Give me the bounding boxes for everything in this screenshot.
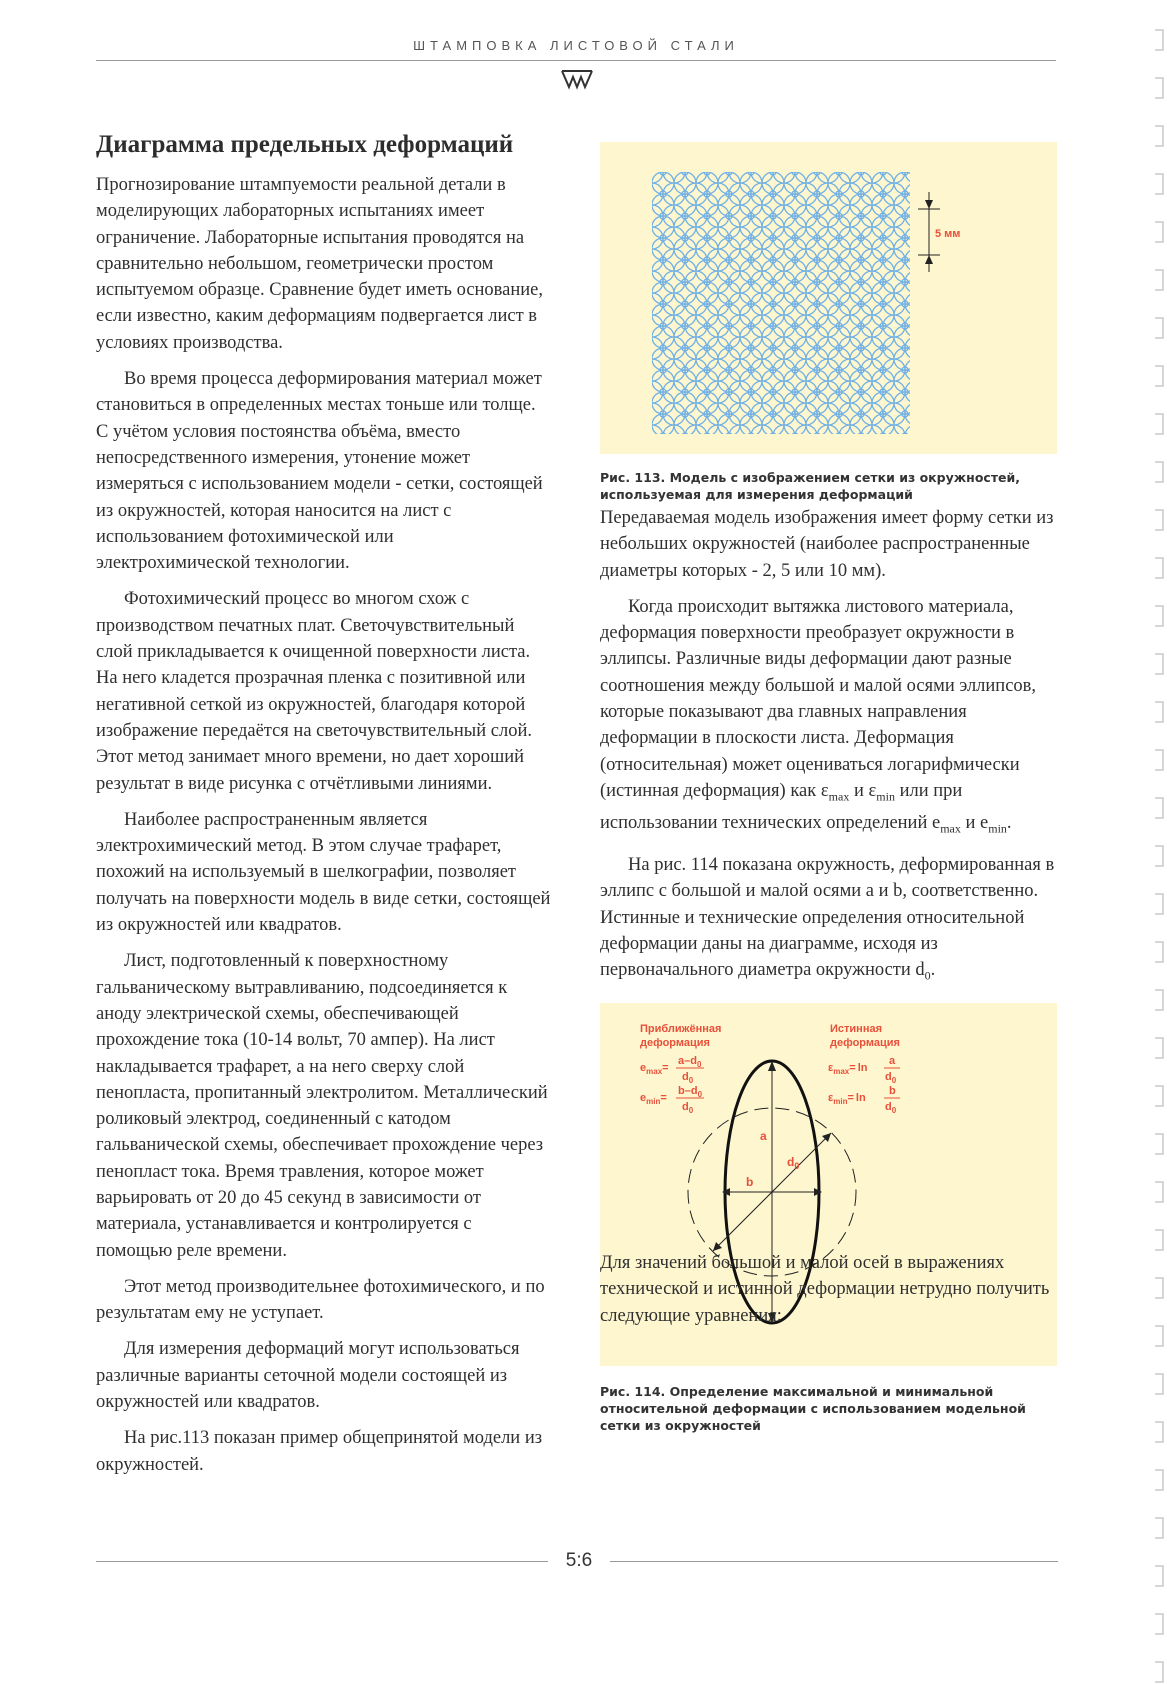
- formula-numerator: $b-d_0$: [678, 1085, 703, 1099]
- grid-dot: [924, 169, 930, 175]
- paragraph: Для измерения деформаций могут использоваться различные варианты сеточной модели состоящей из окружностей или квадратов.: [96, 1339, 520, 1413]
- binding-mark: [1155, 366, 1163, 386]
- binding-mark: [1155, 1038, 1163, 1058]
- grid-circle: [916, 304, 938, 326]
- paragraph: Лист, подготовленный к поверхностному гальваническому вытравливанию, подсоединяется к аноду электрической схемы, обеспечивающей прохождение тока (10-14 вольт, 70 ампер). На лист накладывается трафарет, а на него сверху слой пенопласта, пропитанный электролитом. Металлический роликовый электрод, соединенный с катодом гальванической схемы, обеспечивает прохождение через пенопласт тока. Время травления, которое может варьировать от 20 до 45 секунд в зависимости от материала, устанавливается и контролируется с помощью реле времени.: [96, 951, 548, 1261]
- circle-grid-pattern: [600, 142, 1057, 454]
- formula-numerator: $a-d_0$: [678, 1055, 702, 1069]
- formula-numerator: a: [889, 1055, 896, 1067]
- grid-dot: [924, 301, 930, 307]
- paragraph: Для значений большой и малой осей в выражениях технической и истинной деформации нетрудно получить следующие уравнения:: [600, 1253, 1050, 1326]
- grid-dot: [924, 367, 930, 373]
- binding-mark: [1155, 126, 1163, 146]
- binding-mark: [1155, 798, 1163, 818]
- true-heading: Истинная: [830, 1023, 882, 1035]
- grid-dot: [924, 279, 930, 285]
- grid-dot: [924, 345, 930, 351]
- grid-circle: [916, 194, 938, 216]
- page-number: 5:6: [565, 1550, 593, 1571]
- binding-mark: [1155, 990, 1163, 1010]
- grid-circle: [740, 436, 762, 454]
- publisher-logo-icon: [560, 68, 594, 90]
- running-header: ШТАМПОВКА ЛИСТОВОЙ СТАЛИ: [413, 38, 739, 53]
- binding-mark: [1155, 846, 1163, 866]
- grid-dot: [924, 433, 930, 439]
- left-column: [96, 130, 551, 1478]
- binding-mark: [1155, 1182, 1163, 1202]
- grid-circle: [674, 436, 696, 454]
- grid-circle: [905, 425, 927, 447]
- grid-circle: [916, 348, 938, 370]
- binding-mark: [1155, 606, 1163, 626]
- grid-circle: [872, 436, 894, 454]
- binding-mark: [1155, 1662, 1163, 1682]
- approx-heading: деформация: [640, 1037, 710, 1049]
- paragraph: Этот метод производительнее фотохимического, и по результатам ему не уступает.: [96, 1276, 545, 1324]
- binding-mark: [1155, 942, 1163, 962]
- grid-circle: [916, 436, 938, 454]
- header-rule: [96, 60, 1056, 61]
- grid-circle: [916, 392, 938, 414]
- binding-mark: [1155, 558, 1163, 578]
- grid-dot: [924, 389, 930, 395]
- paragraph: Наиболее распространенным является электрохимический метод. В этом случае трафарет, похожий на используемый в шелкографии, позволяет получать на поверхности модель в виде сетки, состоящей из окружностей или квадратов.: [96, 809, 551, 936]
- formula-denominator: $d_0$: [885, 1101, 897, 1115]
- figure-113-caption: Рис. 113. Модель с изображением сетки из окружностей, используемая для измерения деформаций: [600, 470, 1021, 502]
- section-title: Диаграмма предельных деформаций: [96, 131, 514, 158]
- grid-circle: [784, 436, 806, 454]
- dimension-label: 5 мм: [935, 228, 961, 240]
- binding-mark: [1155, 222, 1163, 242]
- binding-mark: [1155, 1326, 1163, 1346]
- formula-numerator: b: [889, 1085, 896, 1097]
- arrow-up-icon: [925, 255, 933, 264]
- binding-mark: [1155, 1470, 1163, 1490]
- grid-circle: [696, 436, 718, 454]
- binding-mark: [1155, 510, 1163, 530]
- binding-mark: [1155, 318, 1163, 338]
- paragraph: Прогнозирование штампуемости реальной детали в моделирующих лабораторных испытаниях имеет ограничение. Лабораторные испытания проводятся на сравнительно небольшом, геометрически простом испытуемом образце. Сравнение будет иметь основание, если известно, каким деформациям подвергается лист в условиях производства.: [96, 175, 544, 353]
- grid-circle: [762, 436, 784, 454]
- axis-label-b: b: [746, 1175, 754, 1189]
- binding-mark: [1155, 1278, 1163, 1298]
- formula-symbol: $\varepsilon_{max}= \ln$: [828, 1062, 868, 1076]
- binding-marks: [1141, 0, 1171, 1684]
- right-column-bottom: [600, 1250, 1062, 1329]
- binding-mark: [1155, 1086, 1163, 1106]
- grid-circle: [806, 436, 828, 454]
- formula-denominator: $d_0$: [885, 1071, 897, 1085]
- paragraph: Когда происходит вытяжка листового материала, деформация поверхности преобразует окружности в эллипсы. Различные виды деформации дают разные соотношения между большой и малой осями эллипсов, которые показывают два главных направления деформации в плоскости листа. Деформация (относительная) может оцениваться логарифмически (истинная деформация) как $\varepsilon_{max}$ и $\varepsilon_{min}$ или при использовании технических определений $e_{max}$ и $e_{min}$.: [600, 596, 1037, 836]
- paragraph: Во время процесса деформирования материал может становиться в определенных местах тоньше или толще. С учётом условия постоянства объёма, вместо непосредственного измерения, утонение может измеряться с использованием модели - сетки, состоящей из окружностей, которая наносится на лист с использованием фотохимической или электрохимической технологии.: [96, 369, 543, 574]
- formula-symbol: $e_{max}=$: [640, 1062, 669, 1076]
- binding-mark: [1155, 78, 1163, 98]
- binding-mark: [1155, 1374, 1163, 1394]
- arrow-down-icon: [925, 200, 933, 209]
- grid-circle: [850, 436, 872, 454]
- approx-heading: Приближённая: [640, 1023, 722, 1035]
- grid-circle: [828, 436, 850, 454]
- grid-circle: [916, 172, 938, 194]
- binding-mark: [1155, 750, 1163, 770]
- grid-circle: [916, 414, 938, 436]
- right-column-top: [600, 505, 1062, 989]
- binding-mark: [1155, 1518, 1163, 1538]
- binding-mark: [1155, 174, 1163, 194]
- figure-114-caption: Рис. 114. Определение максимальной и минимальной относительной деформации с использованием модельной сетки из окружностей: [600, 1384, 1026, 1433]
- true-heading: деформация: [830, 1037, 900, 1049]
- binding-mark: [1155, 1422, 1163, 1442]
- grid-circle: [916, 326, 938, 348]
- formula-denominator: $d_0$: [682, 1101, 694, 1115]
- binding-mark: [1155, 414, 1163, 434]
- grid-circle: [894, 436, 916, 454]
- grid-circle: [916, 238, 938, 260]
- paragraph: Передаваемая модель изображения имеет форму сетки из небольших окружностей (наиболее распространенные диаметры которых - 2, 5 или 10 мм).: [600, 508, 1054, 581]
- binding-mark: [1155, 894, 1163, 914]
- paragraph: На рис.113 показан пример общепринятой модели из окружностей.: [96, 1428, 543, 1475]
- footer-rule-right: [610, 1561, 1058, 1562]
- formula-symbol: $\varepsilon_{min}= \ln$: [828, 1092, 866, 1106]
- grid-dot: [924, 411, 930, 417]
- grid-circle: [718, 436, 740, 454]
- binding-mark: [1155, 462, 1163, 482]
- paragraph: Фотохимический процесс во многом схож с производством печатных плат. Светочувствительный слой прикладывается к очищенной поверхности листа. На него кладется прозрачная пленка с позитивной или негативной сеткой из окружностей, благодаря которой изображение передаётся на светочувствительный слой. Этот метод занимает много времени, но дает хороший результат в виде рисунка с отчётливыми линиями.: [96, 589, 532, 794]
- grid-circle: [916, 282, 938, 304]
- grid-dot: [924, 323, 930, 329]
- binding-mark: [1155, 702, 1163, 722]
- axis-label-a: a: [760, 1129, 767, 1143]
- figure-113: [600, 142, 1057, 454]
- grid-circle: [916, 370, 938, 392]
- paragraph: На рис. 114 показана окружность, деформированная в эллипс с большой и малой осями a и b, соответственно. Истинные и технические определения относительной деформации даны на диаграмме, исходя из первоначального диаметра окружности $d_0$.: [600, 854, 1055, 983]
- binding-mark: [1155, 1230, 1163, 1250]
- diameter-label: $d_0$: [787, 1155, 800, 1171]
- binding-mark: [1155, 1614, 1163, 1634]
- binding-mark: [1155, 1566, 1163, 1586]
- binding-mark: [1155, 1134, 1163, 1154]
- binding-mark: [1155, 30, 1163, 50]
- binding-mark: [1155, 654, 1163, 674]
- binding-mark: [1155, 270, 1163, 290]
- formula-denominator: $d_0$: [682, 1071, 694, 1085]
- formula-symbol: $e_{min}=$: [640, 1092, 667, 1106]
- grid-circle: [652, 436, 674, 454]
- footer-rule-left: [96, 1561, 548, 1562]
